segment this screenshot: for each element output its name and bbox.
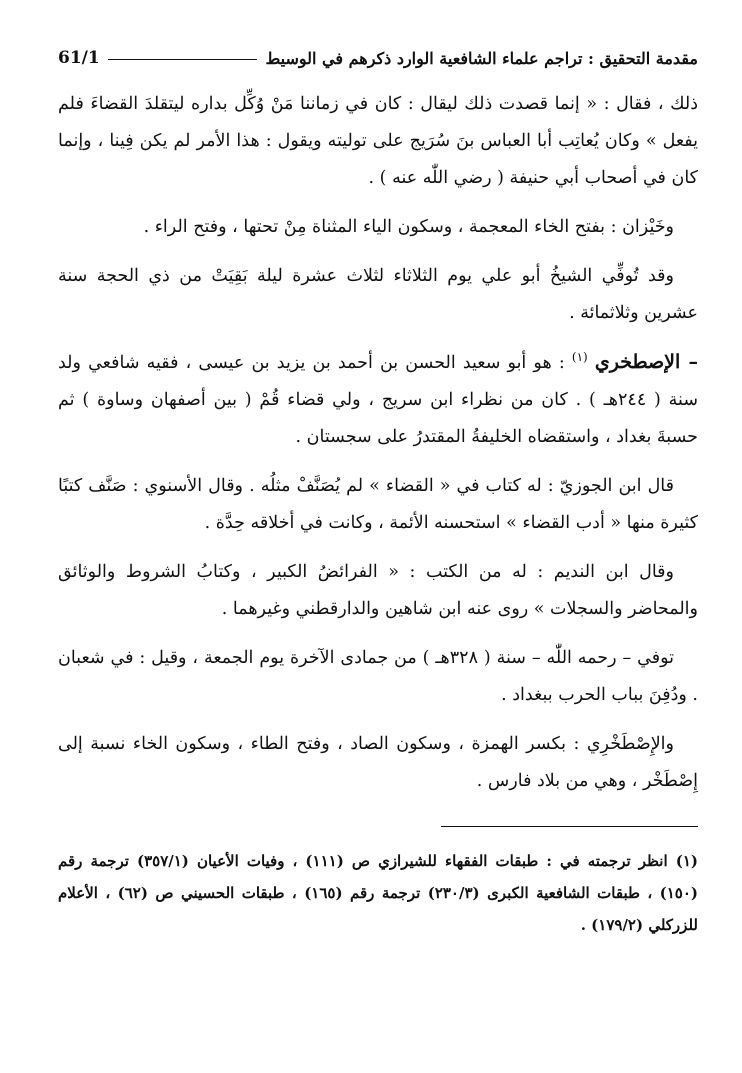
- paragraph-2-text: وخَيْزان : بفتح الخاء المعجمة ، وسكون الياء المثناة مِنْ تحتها ، وفتح الراء .: [143, 217, 674, 237]
- page-header: [58, 38, 698, 78]
- footnote-reference: (١): [571, 350, 588, 365]
- paragraph-6: [58, 554, 698, 628]
- body-text: [58, 86, 698, 800]
- header-rule: [108, 59, 258, 60]
- paragraph-5-text: قال ابن الجوزيّ : له كتاب في « القضاء » لم يُصَنَّفْ مثلُه . وقال الأسنوي : صَنَّف كتبًا كثيرة منها « أدب القضاء » استحسنه الأئمة ، وكانت في أخلاقه حِدَّة .: [58, 476, 698, 533]
- paragraph-8: [58, 726, 698, 800]
- document-page: [58, 38, 698, 1038]
- footnote: [58, 845, 698, 941]
- paragraph-5: [58, 468, 698, 542]
- paragraph-3: [58, 258, 698, 332]
- paragraph-4-text: : هو أبو سعيد الحسن بن أحمد بن يزيد بن عيسى ، فقيه شافعي ولد سنة ( ٢٤٤هـ ) . كان من نظراء ابن سريج ، ولي قضاء قُمْ ( بين أصفهان وساوة ) ثم حسبةَ بغداد ، واستقضاه الخليفةُ المقتدرُ على سجستان .: [58, 353, 699, 447]
- paragraph-1-text: ذلك ، فقال : « إنما قصدت ذلك ليقال : كان في زماننا مَنْ وُكِّل بداره ليتقلدَ القضاءَ فلم يفعل » وكان يُعاتِب أبا العباس بنَ سُرَيج على توليته ويقول : هذا الأمر لم يكن فِينا ، وإنما كان في أصحاب أبي حنيفة ( رضي اللّٰه عنه ) .: [58, 94, 698, 188]
- paragraph-7: [58, 640, 698, 714]
- paragraph-1: [58, 86, 698, 197]
- running-title: مقدمة التحقيق : تراجم علماء الشافعية الوارد ذكرهم في الوسيط: [265, 48, 698, 68]
- paragraph-3-text: وقد تُوفِّي الشيخُ أبو علي يوم الثلاثاء لثلاث عشرة ليلة بَقِيَتْ من ذي الحجة سنة عشرين وثلاثمائة .: [58, 266, 698, 323]
- footnote-text: (١) انظر ترجمته في : طبقات الفقهاء للشيرازي ص (١١١) ، وفيات الأعيان (٣٥٧/١) ترجمة رقم (١٥٠) ، طبقات الشافعية الكبرى (٢٣٠/٣) ترجمة رقم (١٦٥) ، طبقات الحسيني ص (٦٢) ، الأعلام للزركلي (١٧٩/٢) .: [58, 852, 698, 934]
- paragraph-6-text: وقال ابن النديم : له من الكتب : « الفرائضُ الكبير ، وكتابُ الشروط والوثائق والمحاضر والسجلات » روى عنه ابن شاهين والدارقطني وغيرهما .: [58, 562, 698, 619]
- paragraph-8-text: والإِصْطَخْرِي : بكسر الهمزة ، وسكون الصاد ، وفتح الطاء ، وسكون الخاء نسبة إلى إِصْطَخْر ، وهي من بلاد فارس .: [58, 734, 698, 791]
- entry-heading-istakhri: – الإصطخري: [594, 351, 698, 373]
- page-number: 61/1: [58, 48, 100, 68]
- paragraph-4: [58, 344, 698, 456]
- paragraph-7-text: توفي – رحمه اللّٰه – سنة ( ٣٢٨هـ ) من جمادى الآخرة يوم الجمعة ، وقيل : في شعبان . ودُفِنَ بباب الحرب ببغداد .: [58, 648, 698, 705]
- paragraph-2: [58, 209, 698, 246]
- footnote-rule: [441, 826, 698, 827]
